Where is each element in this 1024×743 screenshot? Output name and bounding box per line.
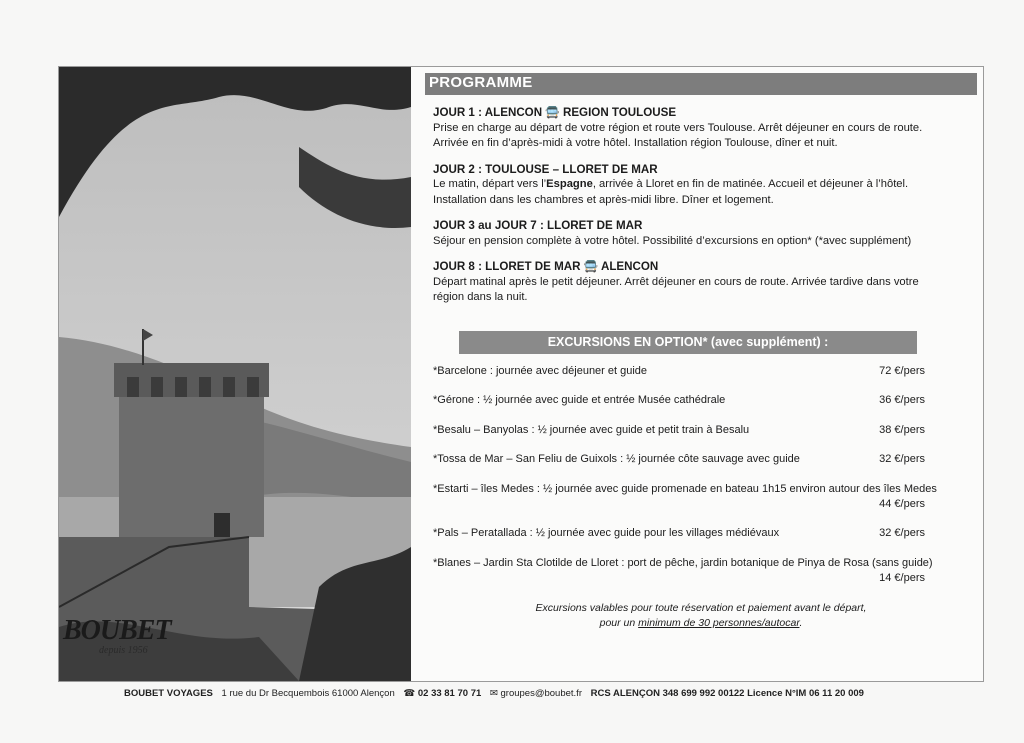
footer-address: 1 rue du Dr Becquembois 61000 Alençon: [221, 688, 395, 699]
day-title: JOUR 2 : TOULOUSE – LLORET DE MAR: [433, 162, 658, 176]
day-1: [425, 105, 977, 152]
boubet-logo: BOUBET: [63, 615, 171, 646]
day-2: [425, 162, 977, 209]
excursion-label: *Pals – Peratallada : ½ journée avec guide pour les villages médiévaux: [433, 527, 780, 540]
excursion-price: 32 €/pers: [879, 453, 925, 466]
excursion-price: 32 €/pers: [879, 527, 925, 540]
excursion-label: *Estarti – îles Medes : ½ journée avec guide promenade en bateau 1h15 environ autour des îles Medes: [433, 482, 937, 495]
day-line: [433, 177, 977, 193]
footer-phone: ☎ 02 33 81 70 71: [403, 688, 482, 699]
excursion-label: *Gérone : ½ journée avec guide et entrée Musée cathédrale: [433, 394, 726, 407]
note-part: .: [799, 616, 803, 629]
day-line: région dans la nuit.: [433, 291, 528, 303]
note-part: pour un: [599, 616, 639, 629]
note-line: Excursions valables pour toute réservation et paiement avant le départ,: [535, 601, 867, 614]
day-title: JOUR 1 : ALENCON 🚍 REGION TOULOUSE: [433, 106, 677, 119]
day-title: JOUR 8 : LLORET DE MAR 🚍 ALENCON: [433, 260, 659, 273]
excursions-note: [425, 601, 977, 631]
day-line: Séjour en pension complète à votre hôtel. Possibilité d’excursions en option* (*avec supplément): [433, 234, 912, 247]
excursion-label: *Blanes – Jardin Sta Clotilde de Lloret : port de pêche, jardin botanique de Pinya de Rosa (sans guide): [433, 557, 933, 570]
content-column: [425, 73, 977, 631]
excursion-label: *Barcelone : journée avec déjeuner et guide: [433, 364, 648, 377]
excursions-header: EXCURSIONS EN OPTION* (avec supplément) :: [459, 331, 917, 354]
excursion-label: *Tossa de Mar – San Feliu de Guixols : ½ journée côte sauvage avec guide: [433, 453, 800, 466]
day-3-7: [425, 218, 977, 249]
day-line-part: Le matin, départ vers l’: [433, 178, 547, 190]
excursion-price: 14 €/pers: [879, 572, 925, 585]
day-line: Installation dans les chambres et après-midi libre. Dîner et logement.: [433, 193, 774, 206]
footer-email: ✉ groupes@boubet.fr: [489, 688, 582, 699]
note-underlined: minimum de 30 personnes/autocar: [638, 616, 800, 629]
footer: [124, 688, 870, 699]
excursions-list: [425, 364, 975, 587]
day-line-bold: Espagne: [546, 178, 593, 190]
excursion-row: [433, 482, 975, 512]
footer-legal: RCS ALENÇON 348 699 992 00122 Licence N°IM 06 11 20 009: [590, 688, 864, 699]
excursion-row: [433, 364, 975, 379]
day-title: JOUR 3 au JOUR 7 : LLORET DE MAR: [433, 219, 643, 232]
excursion-price: 38 €/pers: [879, 423, 925, 436]
day-8: [425, 259, 977, 306]
day-line: Prise en charge au départ de votre région et route vers Toulouse. Arrêt déjeuner en cours de route.: [433, 121, 923, 134]
brochure-sheet: [58, 66, 984, 682]
photo-illustration: [59, 67, 411, 681]
day-line-part: , arrivée à Lloret en fin de matinée. Accueil et déjeuner à l’hôtel.: [592, 178, 909, 190]
programme-header: PROGRAMME: [425, 73, 977, 95]
day-line: Départ matinal après le petit déjeuner. Arrêt déjeuner en cours de route. Arrivée tardive dans votre: [433, 275, 919, 288]
excursion-label: *Besalu – Banyolas : ½ journée avec guide et petit train à Besalu: [433, 423, 750, 436]
footer-company: BOUBET VOYAGES: [124, 688, 213, 699]
excursion-price: 44 €/pers: [879, 497, 925, 510]
excursion-price: 72 €/pers: [879, 364, 925, 377]
excursion-row: [433, 556, 975, 586]
logo-subtitle: depuis 1956: [99, 645, 148, 656]
excursion-row: [433, 393, 975, 408]
day-line: Arrivée en fin d’après-midi à votre hôtel. Installation région Toulouse, dîner et nuit.: [433, 137, 838, 149]
note-line: [425, 616, 977, 631]
tossa-tower-photo: [59, 67, 411, 681]
excursion-row: [433, 526, 975, 541]
excursion-row: [433, 423, 975, 438]
excursion-row: [433, 452, 975, 467]
excursion-price: 36 €/pers: [879, 394, 925, 407]
